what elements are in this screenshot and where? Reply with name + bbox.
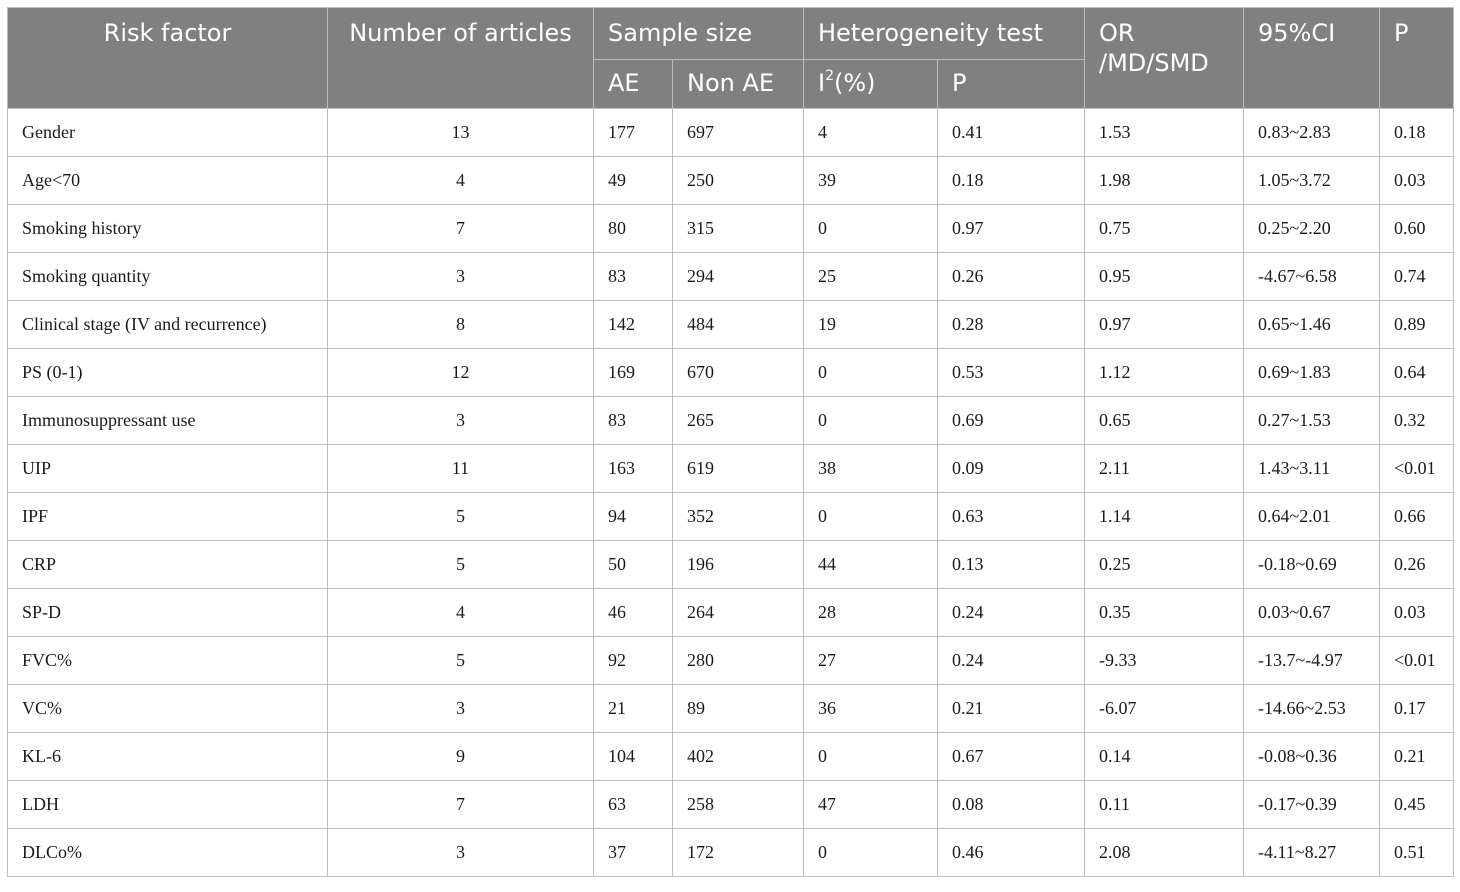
table-row (8, 493, 1454, 541)
cell-p: 0.45 (1380, 781, 1454, 829)
header-risk-factor: Risk factor (8, 8, 328, 109)
cell-het-p: 0.08 (938, 781, 1085, 829)
header-i2-base: I (818, 69, 826, 97)
cell-i2: 19 (804, 301, 938, 349)
cell-95ci: 0.69~1.83 (1244, 349, 1380, 397)
cell-non-ae: 250 (673, 157, 804, 205)
table-body (8, 109, 1454, 877)
cell-p: 0.66 (1380, 493, 1454, 541)
table-row (8, 349, 1454, 397)
header-or-line1: OR (1099, 19, 1135, 47)
cell-ae: 142 (594, 301, 673, 349)
cell-risk-factor: SP-D (8, 589, 328, 637)
header-het-p: P (938, 60, 1085, 109)
header-p: P (1380, 8, 1454, 109)
table-row (8, 589, 1454, 637)
cell-i2: 47 (804, 781, 938, 829)
table-row (8, 157, 1454, 205)
cell-risk-factor: Gender (8, 109, 328, 157)
cell-p: 0.89 (1380, 301, 1454, 349)
cell-i2: 0 (804, 829, 938, 877)
cell-non-ae: 280 (673, 637, 804, 685)
table-row (8, 109, 1454, 157)
cell-het-p: 0.18 (938, 157, 1085, 205)
header-i2 (804, 60, 938, 109)
cell-i2: 28 (804, 589, 938, 637)
table-row (8, 781, 1454, 829)
cell-ae: 37 (594, 829, 673, 877)
header-95ci: 95%CI (1244, 8, 1380, 109)
cell-risk-factor: Smoking quantity (8, 253, 328, 301)
cell-or-md-smd: 1.98 (1085, 157, 1244, 205)
cell-or-md-smd: 1.12 (1085, 349, 1244, 397)
cell-ae: 50 (594, 541, 673, 589)
cell-non-ae: 196 (673, 541, 804, 589)
cell-or-md-smd: -6.07 (1085, 685, 1244, 733)
cell-i2: 0 (804, 205, 938, 253)
table-row (8, 205, 1454, 253)
cell-non-ae: 172 (673, 829, 804, 877)
cell-or-md-smd: 0.75 (1085, 205, 1244, 253)
cell-p: 0.74 (1380, 253, 1454, 301)
cell-risk-factor: Immunosuppressant use (8, 397, 328, 445)
cell-number-of-articles: 4 (328, 157, 594, 205)
cell-95ci: -14.66~2.53 (1244, 685, 1380, 733)
table-row (8, 733, 1454, 781)
header-sample-size: Sample size (594, 8, 804, 60)
risk-factor-table-container (7, 7, 1453, 877)
cell-i2: 0 (804, 349, 938, 397)
cell-het-p: 0.24 (938, 589, 1085, 637)
cell-or-md-smd: 0.97 (1085, 301, 1244, 349)
cell-95ci: 0.25~2.20 (1244, 205, 1380, 253)
cell-p: 0.32 (1380, 397, 1454, 445)
cell-het-p: 0.13 (938, 541, 1085, 589)
cell-95ci: 0.65~1.46 (1244, 301, 1380, 349)
cell-p: 0.60 (1380, 205, 1454, 253)
cell-95ci: -0.08~0.36 (1244, 733, 1380, 781)
cell-or-md-smd: 0.14 (1085, 733, 1244, 781)
header-i2-sup: 2 (825, 68, 834, 84)
cell-or-md-smd: 1.14 (1085, 493, 1244, 541)
cell-ae: 80 (594, 205, 673, 253)
cell-risk-factor: LDH (8, 781, 328, 829)
table-row (8, 637, 1454, 685)
cell-95ci: 0.83~2.83 (1244, 109, 1380, 157)
cell-non-ae: 89 (673, 685, 804, 733)
cell-number-of-articles: 12 (328, 349, 594, 397)
cell-ae: 83 (594, 253, 673, 301)
cell-number-of-articles: 3 (328, 829, 594, 877)
cell-95ci: 1.05~3.72 (1244, 157, 1380, 205)
cell-p: <0.01 (1380, 445, 1454, 493)
table-row (8, 397, 1454, 445)
cell-i2: 38 (804, 445, 938, 493)
cell-non-ae: 258 (673, 781, 804, 829)
cell-risk-factor: Clinical stage (IV and recurrence) (8, 301, 328, 349)
header-or-line2: /MD/SMD (1099, 49, 1209, 77)
cell-number-of-articles: 3 (328, 253, 594, 301)
cell-het-p: 0.26 (938, 253, 1085, 301)
cell-het-p: 0.53 (938, 349, 1085, 397)
cell-non-ae: 352 (673, 493, 804, 541)
cell-het-p: 0.67 (938, 733, 1085, 781)
table-row (8, 445, 1454, 493)
cell-ae: 49 (594, 157, 673, 205)
cell-or-md-smd: 2.08 (1085, 829, 1244, 877)
cell-95ci: -4.67~6.58 (1244, 253, 1380, 301)
cell-non-ae: 264 (673, 589, 804, 637)
cell-ae: 94 (594, 493, 673, 541)
cell-number-of-articles: 9 (328, 733, 594, 781)
cell-risk-factor: CRP (8, 541, 328, 589)
cell-het-p: 0.46 (938, 829, 1085, 877)
cell-risk-factor: UIP (8, 445, 328, 493)
cell-number-of-articles: 3 (328, 685, 594, 733)
cell-p: 0.18 (1380, 109, 1454, 157)
table-row (8, 541, 1454, 589)
cell-ae: 83 (594, 397, 673, 445)
cell-i2: 27 (804, 637, 938, 685)
cell-or-md-smd: 0.65 (1085, 397, 1244, 445)
cell-number-of-articles: 11 (328, 445, 594, 493)
cell-het-p: 0.28 (938, 301, 1085, 349)
cell-risk-factor: DLCo% (8, 829, 328, 877)
cell-risk-factor: FVC% (8, 637, 328, 685)
cell-p: 0.64 (1380, 349, 1454, 397)
cell-or-md-smd: -9.33 (1085, 637, 1244, 685)
cell-number-of-articles: 4 (328, 589, 594, 637)
cell-non-ae: 265 (673, 397, 804, 445)
table-row (8, 253, 1454, 301)
cell-number-of-articles: 5 (328, 637, 594, 685)
cell-risk-factor: VC% (8, 685, 328, 733)
cell-non-ae: 697 (673, 109, 804, 157)
cell-non-ae: 670 (673, 349, 804, 397)
cell-non-ae: 619 (673, 445, 804, 493)
cell-95ci: -0.18~0.69 (1244, 541, 1380, 589)
cell-p: <0.01 (1380, 637, 1454, 685)
cell-non-ae: 484 (673, 301, 804, 349)
cell-or-md-smd: 0.11 (1085, 781, 1244, 829)
cell-non-ae: 315 (673, 205, 804, 253)
cell-number-of-articles: 8 (328, 301, 594, 349)
header-ae: AE (594, 60, 673, 109)
cell-non-ae: 294 (673, 253, 804, 301)
cell-95ci: 1.43~3.11 (1244, 445, 1380, 493)
cell-risk-factor: PS (0-1) (8, 349, 328, 397)
cell-i2: 44 (804, 541, 938, 589)
cell-het-p: 0.21 (938, 685, 1085, 733)
cell-95ci: 0.03~0.67 (1244, 589, 1380, 637)
risk-factor-table (7, 7, 1454, 877)
header-or-md-smd (1085, 8, 1244, 109)
cell-ae: 63 (594, 781, 673, 829)
cell-95ci: 0.27~1.53 (1244, 397, 1380, 445)
cell-ae: 177 (594, 109, 673, 157)
cell-risk-factor: Age<70 (8, 157, 328, 205)
cell-het-p: 0.09 (938, 445, 1085, 493)
cell-het-p: 0.97 (938, 205, 1085, 253)
cell-ae: 92 (594, 637, 673, 685)
cell-or-md-smd: 0.95 (1085, 253, 1244, 301)
cell-ae: 169 (594, 349, 673, 397)
cell-p: 0.03 (1380, 157, 1454, 205)
cell-risk-factor: IPF (8, 493, 328, 541)
cell-number-of-articles: 5 (328, 493, 594, 541)
cell-i2: 4 (804, 109, 938, 157)
cell-het-p: 0.69 (938, 397, 1085, 445)
table-header (8, 8, 1454, 109)
cell-p: 0.51 (1380, 829, 1454, 877)
cell-het-p: 0.63 (938, 493, 1085, 541)
cell-p: 0.17 (1380, 685, 1454, 733)
cell-or-md-smd: 1.53 (1085, 109, 1244, 157)
header-non-ae: Non AE (673, 60, 804, 109)
cell-or-md-smd: 0.35 (1085, 589, 1244, 637)
cell-ae: 46 (594, 589, 673, 637)
cell-ae: 21 (594, 685, 673, 733)
cell-number-of-articles: 3 (328, 397, 594, 445)
cell-i2: 0 (804, 493, 938, 541)
cell-het-p: 0.41 (938, 109, 1085, 157)
cell-ae: 163 (594, 445, 673, 493)
cell-number-of-articles: 5 (328, 541, 594, 589)
cell-i2: 0 (804, 397, 938, 445)
cell-non-ae: 402 (673, 733, 804, 781)
cell-95ci: -4.11~8.27 (1244, 829, 1380, 877)
header-number-of-articles: Number of articles (328, 8, 594, 109)
cell-risk-factor: Smoking history (8, 205, 328, 253)
cell-number-of-articles: 13 (328, 109, 594, 157)
table-row (8, 829, 1454, 877)
cell-p: 0.03 (1380, 589, 1454, 637)
table-row (8, 301, 1454, 349)
header-i2-suffix: (%) (834, 69, 876, 97)
cell-95ci: 0.64~2.01 (1244, 493, 1380, 541)
cell-or-md-smd: 0.25 (1085, 541, 1244, 589)
cell-ae: 104 (594, 733, 673, 781)
cell-95ci: -0.17~0.39 (1244, 781, 1380, 829)
cell-number-of-articles: 7 (328, 781, 594, 829)
cell-het-p: 0.24 (938, 637, 1085, 685)
cell-i2: 39 (804, 157, 938, 205)
cell-number-of-articles: 7 (328, 205, 594, 253)
cell-i2: 25 (804, 253, 938, 301)
cell-i2: 36 (804, 685, 938, 733)
table-row (8, 685, 1454, 733)
cell-95ci: -13.7~-4.97 (1244, 637, 1380, 685)
cell-risk-factor: KL-6 (8, 733, 328, 781)
cell-i2: 0 (804, 733, 938, 781)
header-heterogeneity-test: Heterogeneity test (804, 8, 1085, 60)
cell-p: 0.26 (1380, 541, 1454, 589)
cell-p: 0.21 (1380, 733, 1454, 781)
cell-or-md-smd: 2.11 (1085, 445, 1244, 493)
